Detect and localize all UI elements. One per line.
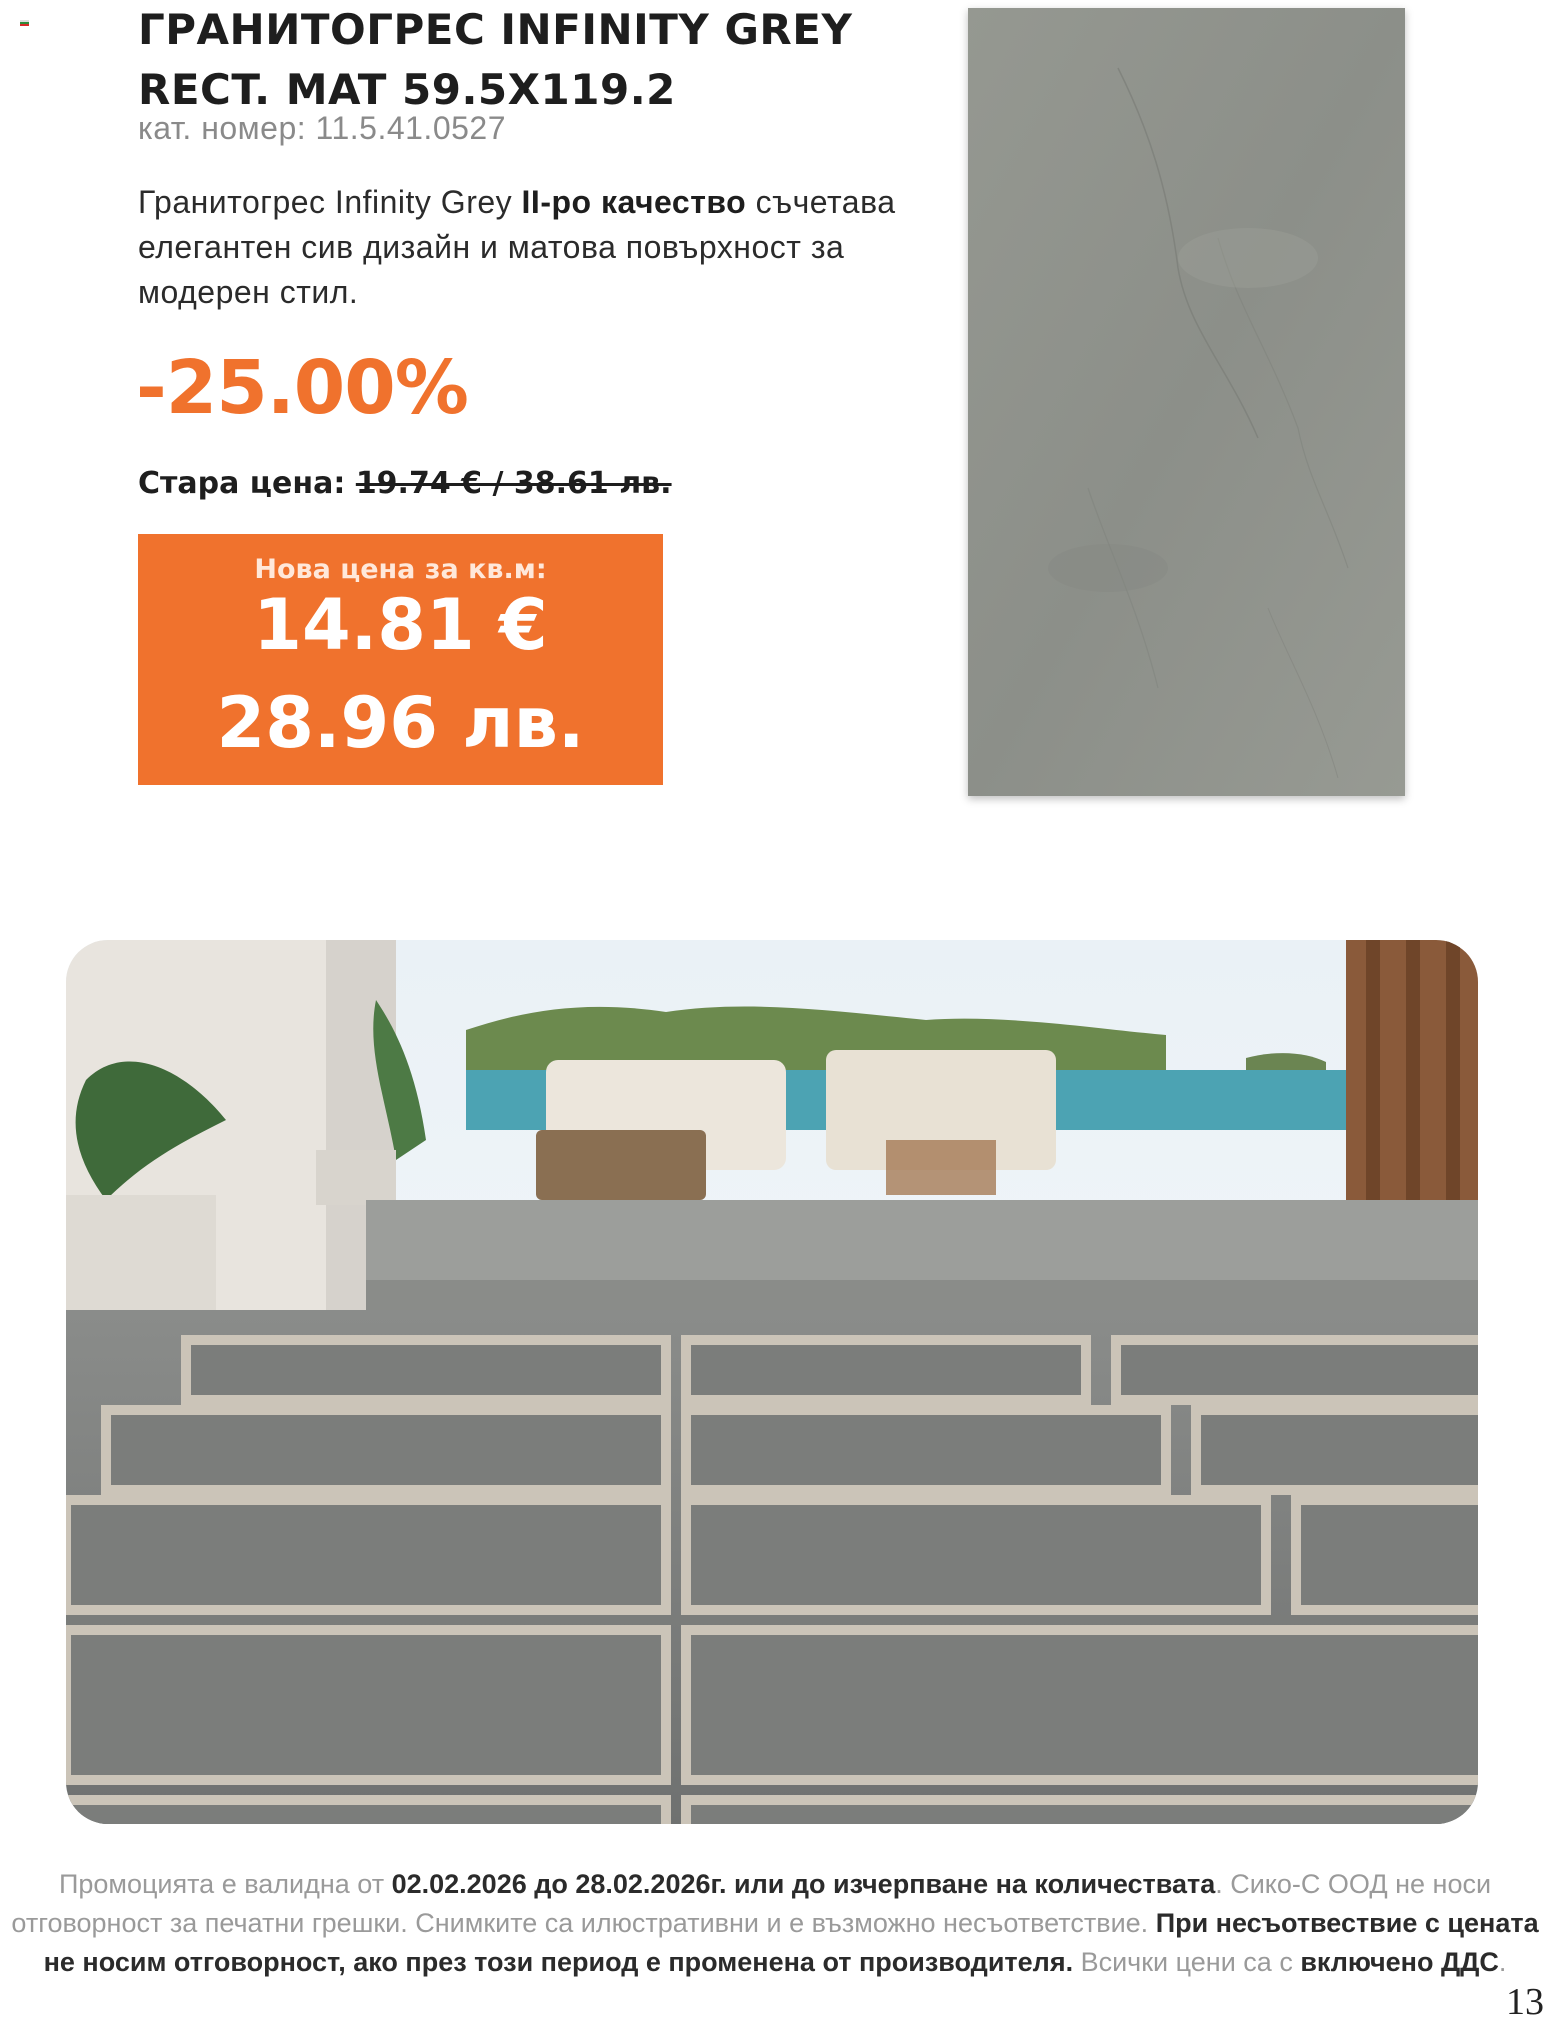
old-price [138,466,672,501]
new-price-bgn: 28.96 лв. [216,682,585,764]
language-flag-icon [20,20,29,26]
old-price-value: 19.74 € / 38.61 лв. [355,466,672,501]
page-number: 13 [1506,1981,1544,2023]
disclaimer-text-1: Промоцията е валидна от [58,1869,392,1899]
new-price-eur: 14.81 € [253,584,548,666]
description-text-end: съчетава елегантен сив дизайн и матова повърхност за модерен стил. [138,184,896,310]
product-title [138,0,938,120]
terrace-scene-image [66,940,1478,1824]
disclaimer-text-4: . [1498,1947,1507,1977]
description-text-start: Гранитогрес Infinity Grey [138,184,522,220]
product-title-line2: RECT. MAT 59.5X119.2 [138,65,676,114]
product-title-line1: ГРАНИТОГРЕС INFINITY GREY [138,5,853,54]
disclaimer-text-2: . Сико-С ООД не носи отговорност за печатни грешки. Снимките са илюстративни и е възможно несъответствие. [11,1869,1492,1938]
discount-badge: -25.00% [136,345,468,431]
old-price-label: Стара цена: [138,466,356,501]
new-price-label: Нова цена за кв.м: [254,554,547,585]
new-price-box [138,534,663,785]
product-description [138,180,958,315]
tile-product-image [968,8,1405,796]
disclaimer-vat: включено ДДС [1300,1947,1499,1977]
catalog-number: кат. номер: 11.5.41.0527 [138,110,506,146]
disclaimer-text-3: Всички цени са с [1073,1947,1301,1977]
disclaimer-validity: 02.02.2026 до 28.02.2026г. или до изчерпване на количествата [391,1869,1216,1899]
disclaimer-price-note: При несъотвествие с цената не носим отговорност, ако през този период е променена от производителя. [43,1908,1539,1977]
description-quality: II-ро качество [521,184,747,220]
promo-disclaimer [0,1865,1550,1982]
